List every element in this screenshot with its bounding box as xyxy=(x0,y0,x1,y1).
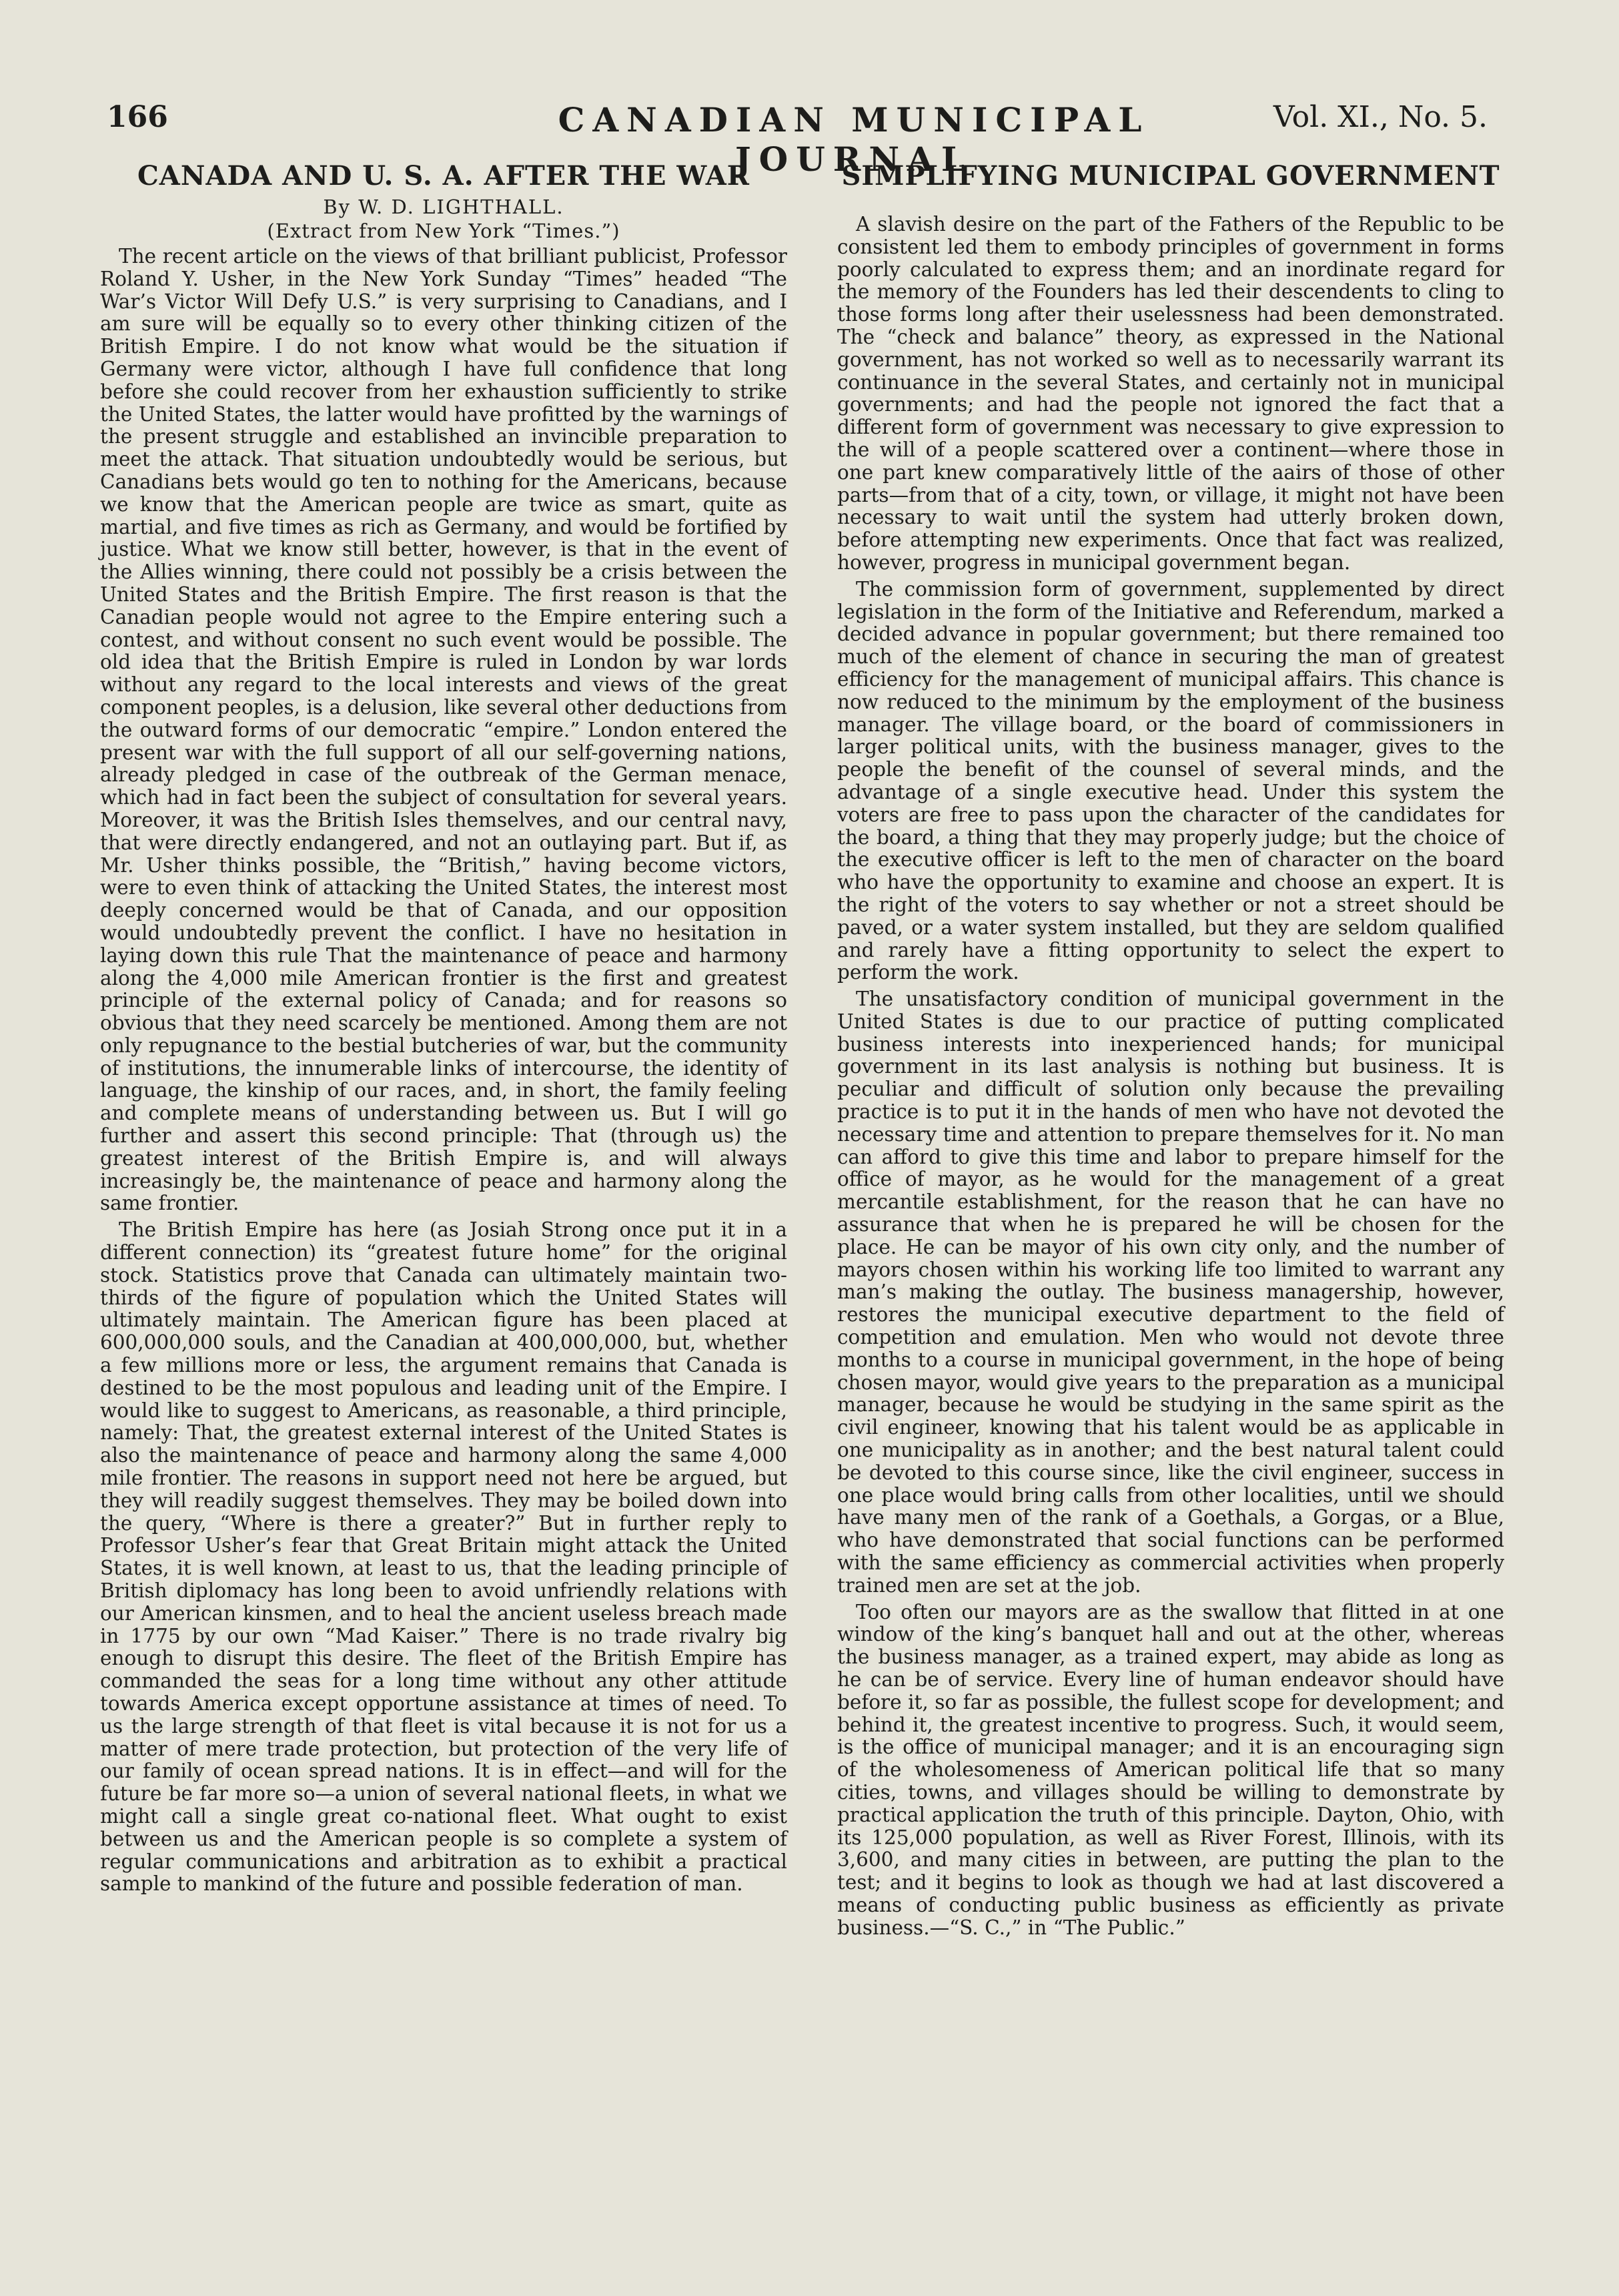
right-article-paragraph: A slavish desire on the part of the Fathers of the Republic to be consistent led them to embody principles of government in forms poorly calculated to express them; and an inordinate regard for the memory of the Founders has led their descendents to cling to those forms long after their uselessness had been demonstrated. The “check and balance” theory, as expressed in the National government, has not worked so well as to necessarily warrant its continuance in the several States, and certainly not in municipal governments; and had the people not ignored the fact that a different form of government was necessary to give expression to the will of a people scattered over a continent—where those in one part knew comparatively little of the aairs of those of other parts—from that of a city, town, or village, it might not have been necessary to wait until the system had utterly broken down, before attempting new experiments. Once that fact was realized, however, progress in municipal government began. xyxy=(837,213,1504,574)
page-number: 166 xyxy=(107,100,168,134)
volume-issue: Vol. XI., No. 5. xyxy=(1273,100,1488,134)
right-article-title: SIMPLIFYING MUNICIPAL GOVERNMENT xyxy=(841,160,1500,192)
journal-title: CANADIAN MUNICIPAL JOURNAL xyxy=(558,100,1150,179)
left-article-source: (Extract from New York “Times.”) xyxy=(267,220,620,242)
right-article-paragraph: The commission form of government, supplemented by direct legislation in the form of the Initiative and Referendum, marked a decided advance in popular government; but there remained too much of the element of chance in securing the man of greatest efficiency for the management of municipal affairs. This chance is now reduced to the minimum by the employment of the business manager. The village board, or the board of commissioners in larger political units, with the business manager, gives to the people the benefit of the counsel of several minds, and the advantage of a single executive head. Under this system the voters are free to pass upon the character of the candidates for the board, a thing that they may properly judge; but the choice of the executive officer is left to the men of character on the board who have the opportunity to examine and choose an expert. It is the right of the voters to say whether or not a street should be paved, or a water system installed, but they are seldom qualified and rarely have a fitting opportunity to select the expert to perform the work. xyxy=(837,577,1504,984)
left-article xyxy=(100,160,787,1896)
left-article-paragraph: The British Empire has here (as Josiah Strong once put it in a different connection) its “greatest future home” for the original stock. Statistics prove that Canada can ultimately maintain two-thirds of the figure of population which the United States will ultimately maintain. The American figure has been placed at 600,000,000 souls, and the Canadian at 400,000,000, but, whether a few millions more or less, the argument remains that Canada is destined to be the most populous and leading unit of the Empire. I would like to suggest to Americans, as reasonable, a third principle, namely: That, the greatest external interest of the United States is also the maintenance of peace and harmony along the same 4,000 mile frontier. The reasons in support need not here be argued, but they will readily suggest themselves. They may be boiled down into the query, “Where is there a greater?” But in further reply to Professor Usher’s fear that Great Britain might attack the United States, it is well known, at least to us, that the leading principle of British diplomacy has long been to avoid unfriendly relations with our American kinsmen, and to heal the ancient useless breach made in 1775 by our own “Mad Kaiser.” There is no trade rivalry big enough to disrupt this desire. The fleet of the British Empire has commanded the seas for a long time without any other attitude towards America except opportune assistance at times of need. To us the large strength of that fleet is vital because it is not for us a matter of mere trade protection, but protection of the very life of our family of ocean spread nations. It is in effect—and will for the future be far more so—a union of several national fleets, in what we might call a single great co-national fleet. What ought to exist between us and the American people is so complete a system of regular communications and arbitration as to exhibit a practical sample to mankind of the future and possible federation of man. xyxy=(100,1218,787,1896)
left-article-paragraph: The recent article on the views of that brilliant publicist, Professor Roland Y. Usher, in the New York Sunday “Times” headed “The War’s Victor Will Defy U.S.” is very surprising to Canadians, and I am sure will be equally so to every other thinking citizen of the British Empire. I do not know what would be the situation if Germany were victor, although I have full confidence that long before she could recover from her exhaustion sufficiently to strike the United States, the latter would have profitted by the warnings of the present struggle and established an invincible preparation to meet the attack. That situation undoubtedly would be serious, but Canadians bets would go ten to nothing for the Americans, because we know that the American people are twice as smart, quite as martial, and five times as rich as Germany, and would be fortified by justice. What we know still better, however, is that in the event of the Allies winning, there could not possibly be a crisis between the United States and the British Empire. The first reason is that the Canadian people would not agree to the Empire entering such a contest, and without consent no such event would be possible. The old idea that the British Empire is ruled in London by war lords without any regard to the local interests and views of the great component peoples, is a delusion, like several other deductions from the outward forms of our democratic “empire.” London entered the present war with the full support of all our self-governing nations, already pledged in case of the outbreak of the German menace, which had in fact been the subject of consultation for several years. Moreover, it was the British Isles themselves, and our central navy, that were directly endangered, and not an outlaying part. But if, as Mr. Usher thinks possible, the “British,” having become victors, were to even think of attacking the United States, the interest most deeply concerned would be that of Canada, and our opposition would undoubtedly prevent the conflict. I have no hesitation in laying down this rule That the maintenance of peace and harmony along the 4,000 mile American frontier is the first and greatest principle of the external policy of Canada; and for reasons so obvious that they need scarcely be mentioned. Among them are not only repugnance to the bestial butcheries of war, but the community of institutions, the innumerable links of intercourse, the identity of language, the kinship of our races, and, in short, the family feeling and complete means of understanding between us. But I will go further and assert this second principle: That (through us) the greatest interest of the British Empire is, and will always increasingly be, the maintenance of peace and harmony along the same frontier. xyxy=(100,245,787,1215)
left-article-byline: By W. D. LIGHTHALL. xyxy=(323,196,564,218)
right-article-paragraph: The unsatisfactory condition of municipal government in the United States is due to our practice of putting complicated business interests into inexperienced hands; for municipal government in its last analysis is nothing but business. It is peculiar and difficult of solution only because the prevailing practice is to put it in the hands of men who have not devoted the necessary time and attention to prepare themselves for it. No man can afford to give this time and labor to prepare himself for the office of mayor, as he would for the management of a great mercantile establishment, for the reason that he can have no assurance that when he is prepared he will be chosen for the place. He can be mayor of his own city only, and the number of mayors chosen within his working life too limited to warrant any man’s making the outlay. The business managership, however, restores the municipal executive department to the field of competition and emulation. Men who would not devote three months to a course in municipal government, in the hope of being chosen mayor, would give years to the preparation as a municipal manager, because he would be studying in the same spirit as the civil engineer, knowing that his talent would be as applicable in one municipality as in another; and the best natural talent could be devoted to this course since, like the civil engineer, success in one place would bring calls from other localities, until we should have many men of the rank of a Goethals, a Gorgas, or a Blue, who have demonstrated that social functions can be performed with the same efficiency as commercial activities when properly trained men are set at the job. xyxy=(837,988,1504,1597)
right-article xyxy=(837,160,1504,1940)
right-article-paragraph: Too often our mayors are as the swallow that flitted in at one window of the king’s banquet hall and out at the other, whereas the business manager, as a trained expert, may abide as long as he can be of service. Every line of human endeavor should have before it, so far as possible, the fullest scope for development; and behind it, the greatest incentive to progress. Such, it would seem, is the office of municipal manager; and it is an encouraging sign of the wholesomeness of American political life that so many cities, towns, and villages should be willing to demonstrate by practical application the truth of this principle. Dayton, Ohio, with its 125,000 population, as well as River Forest, Illinois, with its 3,600, and many cities in between, are putting the plan to the test; and it begins to look as though we had at last discovered a means of conducting public business as efficiently as private business.—“S. C.,” in “The Public.” xyxy=(837,1600,1504,1939)
left-article-title: CANADA AND U. S. A. AFTER THE WAR xyxy=(137,160,750,192)
